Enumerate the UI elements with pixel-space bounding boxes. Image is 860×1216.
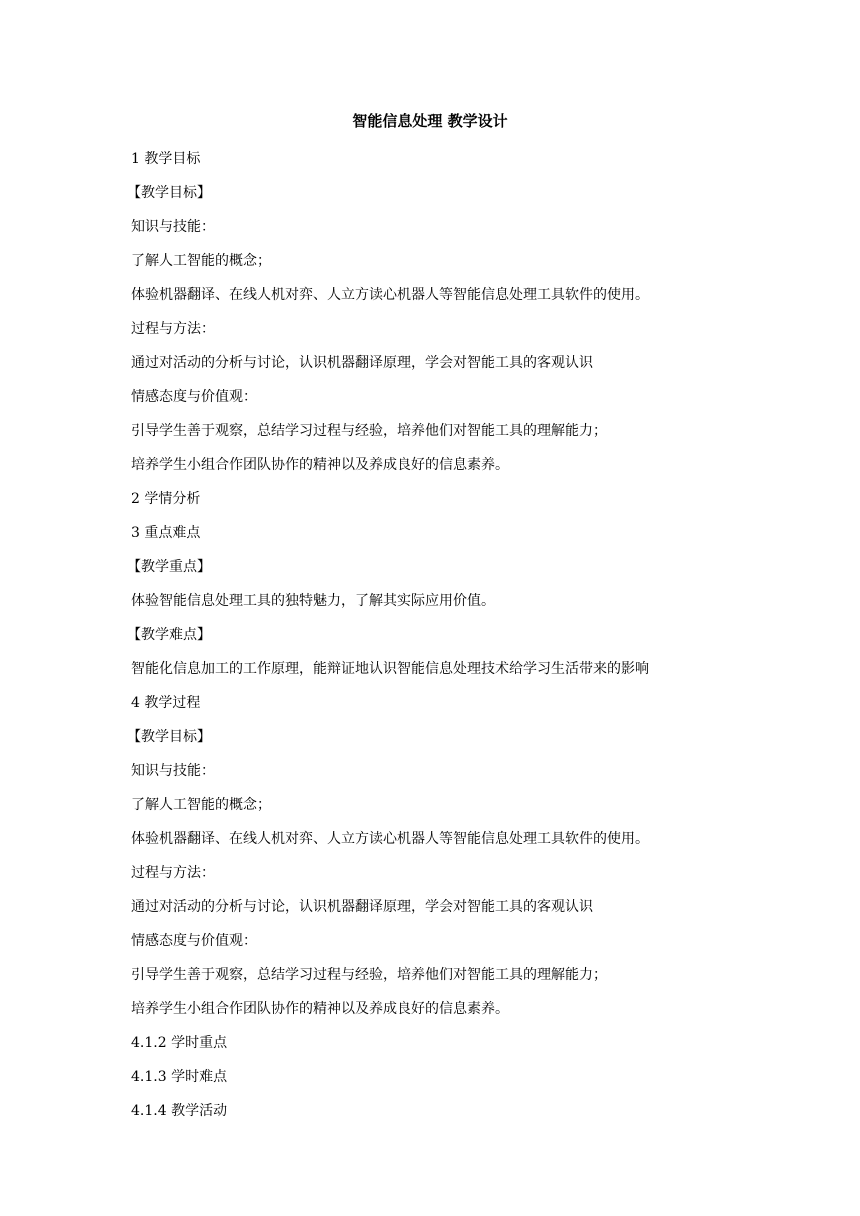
document-body: [127, 148, 831, 1134]
paragraph: 引导学生善于观察，总结学习过程与经验，培养他们对智能工具的理解能力；: [131, 423, 607, 439]
subheading: 情感态度与价值观：: [131, 389, 257, 405]
paragraph: 通过对活动的分析与讨论，认识机器翻译原理，学会对智能工具的客观认识: [131, 355, 593, 371]
subheading: 情感态度与价值观：: [131, 933, 257, 949]
paragraph: 体验机器翻译、在线人机对弈、人立方读心机器人等智能信息处理工具软件的使用。: [131, 831, 649, 847]
section-heading: 1 教学目标: [131, 151, 201, 167]
section-heading: 3 重点难点: [131, 525, 201, 541]
section-heading: 2 学情分析: [131, 491, 201, 507]
document-title: 智能信息处理 教学设计: [352, 112, 508, 130]
paragraph: 了解人工智能的概念；: [131, 253, 271, 269]
bracket-heading: 【教学目标】: [127, 729, 211, 745]
section-heading: 4 教学过程: [131, 695, 201, 711]
paragraph: 体验智能信息处理工具的独特魅力，了解其实际应用价值。: [131, 593, 495, 609]
bracket-heading: 【教学重点】: [127, 559, 211, 575]
paragraph: 培养学生小组合作团队协作的精神以及养成良好的信息素养。: [131, 1001, 509, 1017]
paragraph: 智能化信息加工的工作原理，能辩证地认识智能信息处理技术给学习生活带来的影响: [131, 661, 649, 677]
section-heading: 4.1.2 学时重点: [131, 1035, 228, 1051]
subheading: 过程与方法：: [131, 865, 215, 881]
paragraph: 通过对活动的分析与讨论，认识机器翻译原理，学会对智能工具的客观认识: [131, 899, 593, 915]
paragraph: 体验机器翻译、在线人机对弈、人立方读心机器人等智能信息处理工具软件的使用。: [131, 287, 649, 303]
section-heading: 4.1.3 学时难点: [131, 1069, 228, 1085]
bracket-heading: 【教学目标】: [127, 185, 211, 201]
bracket-heading: 【教学难点】: [127, 627, 211, 643]
subheading: 过程与方法：: [131, 321, 215, 337]
subheading: 知识与技能：: [131, 219, 215, 235]
section-heading: 4.1.4 教学活动: [131, 1103, 228, 1119]
paragraph: 了解人工智能的概念；: [131, 797, 271, 813]
paragraph: 培养学生小组合作团队协作的精神以及养成良好的信息素养。: [131, 457, 509, 473]
subheading: 知识与技能：: [131, 763, 215, 779]
paragraph: 引导学生善于观察，总结学习过程与经验，培养他们对智能工具的理解能力；: [131, 967, 607, 983]
